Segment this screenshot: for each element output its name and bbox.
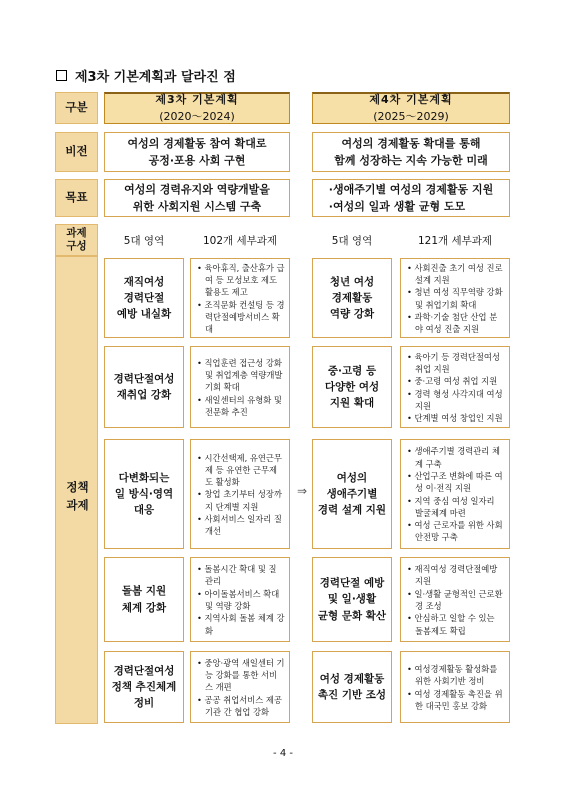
plan3-vision: 여성의 경제활동 참여 확대로 공정·포용 사회 구현 (104, 132, 290, 172)
label-composition: 과제 구성 (55, 224, 98, 256)
plan4-title: 제4차 기본계획 (369, 93, 453, 106)
plan4-area-tasks (400, 651, 510, 723)
task-item: • 재직여성 경력단절예방 지원 (407, 563, 505, 588)
plan4-header (312, 92, 510, 124)
plan3-area-name: 돌봄 지원 체계 강화 (104, 557, 184, 642)
plan3-area-name: 경력단절여성 재취업 강화 (104, 346, 184, 428)
task-item: • 육아기 등 경력단절여성 취업 지원 (407, 351, 505, 376)
task-item: • 사회서비스 일자리 질 개선 (197, 513, 285, 538)
label-policy: 정책 과제 (66, 480, 89, 512)
plan4-area-tasks (400, 346, 510, 428)
task-item: • 중앙·광역 새일센터 기능 강화를 통한 서비스 개편 (197, 657, 285, 694)
task-item: • 단계별 여성 창업인 지원 (407, 412, 505, 424)
task-item: • 경력 형성 사각지대 여성 지원 (407, 388, 505, 413)
transition-arrow: ⇒ (296, 484, 308, 498)
plan4-period: (2025～2029) (373, 109, 449, 123)
plan4-area-name: 경력단절 예방 및 일·생활 균형 문화 확산 (312, 557, 392, 642)
checkbox-square-icon (56, 70, 67, 81)
task-item: • 일·생활 균형적인 근로환경 조성 (407, 588, 505, 613)
task-item: • 조직문화 컨설팅 등 경력단절예방서비스 확대 (197, 299, 285, 336)
task-item: • 중·고령 여성 취업 지원 (407, 375, 505, 387)
plan4-area-tasks (400, 258, 510, 338)
task-item: • 시간선택제, 유연근무제 등 유연한 근무제도 활성화 (197, 452, 285, 489)
task-item: • 여성 근로자를 위한 사회안전망 구축 (407, 519, 505, 544)
page-number: - 4 - (273, 748, 293, 759)
task-item: • 육아휴직, 출산휴가 급여 등 모성보호 제도 활용도 제고 (197, 262, 285, 299)
task-item: • 여성경제활동 활성화를 위한 사회기반 정비 (407, 663, 505, 688)
plan3-goal: 여성의 경력유지와 역량개발을 위한 사회지원 시스템 구축 (104, 179, 290, 217)
plan3-area-name: 다변화되는 일 방식·영역 대응 (104, 439, 184, 549)
task-item: • 산업구조 변화에 따른 여성 이·전직 지원 (407, 470, 505, 495)
plan3-area-count: 5대 영역 (104, 224, 184, 256)
plan4-goal: ·생애주기별 여성의 경제활동 지원 ·여성의 일과 생활 균형 도모 (312, 179, 510, 217)
task-item: • 지역사회 돌봄 체계 강화 (197, 612, 285, 637)
plan4-area-tasks (400, 557, 510, 642)
plan3-area-tasks (190, 258, 290, 338)
label-gubun: 구분 (55, 92, 98, 124)
task-item: • 돌봄시간 확대 및 질 관리 (197, 563, 285, 588)
task-item: • 사회진출 초기 여성 진로 설계 지원 (407, 262, 505, 287)
plan3-period: (2020～2024) (159, 109, 235, 123)
section-heading (56, 66, 236, 85)
plan3-task-count: 102개 세부과제 (190, 224, 290, 256)
section-heading-text: 제3차 기본계획과 달라진 점 (75, 70, 236, 85)
plan4-vision: 여성의 경제활동 확대를 통해 함께 성장하는 지속 가능한 미래 (312, 132, 510, 172)
task-item: • 안심하고 일할 수 있는 돌봄제도 확립 (407, 612, 505, 637)
label-vision: 비전 (55, 132, 98, 172)
task-item: • 생애주기별 경력관리 체계 구축 (407, 445, 505, 470)
label-policy-bg (55, 256, 98, 724)
task-item: • 아이돌봄서비스 확대 및 역량 강화 (197, 588, 285, 613)
task-item: • 직업훈련 접근성 강화 및 취업계층 역량개발 기회 확대 (197, 357, 285, 394)
plan4-area-count: 5대 영역 (312, 224, 392, 256)
plan3-area-tasks (190, 439, 290, 549)
plan4-task-count: 121개 세부과제 (400, 224, 510, 256)
plan3-area-name: 경력단절여성 정책 추진체계 정비 (104, 651, 184, 723)
task-item: • 과학·기술 첨단 산업 분야 여성 진출 지원 (407, 311, 505, 336)
plan3-area-tasks (190, 346, 290, 428)
plan4-area-name: 중·고령 등 다양한 여성 지원 확대 (312, 346, 392, 428)
plan3-area-tasks (190, 651, 290, 723)
task-item: • 창업 초기부터 성장까지 단계별 지원 (197, 488, 285, 513)
task-item: • 여성 경제활동 촉진을 위한 대국민 홍보 강화 (407, 688, 505, 713)
task-item: • 공공 취업서비스 제공기관 간 협업 강화 (197, 694, 285, 719)
label-goal: 목표 (55, 179, 98, 217)
plan3-area-tasks (190, 557, 290, 642)
plan4-area-name: 여성의 생애주기별 경력 설계 지원 (312, 439, 392, 549)
plan4-area-name: 청년 여성 경제활동 역량 강화 (312, 258, 392, 338)
task-item: • 새일센터의 유형화 및 전문화 추진 (197, 394, 285, 419)
plan3-header (104, 92, 290, 124)
task-item: • 청년 여성 직무역량 강화 및 취업기회 확대 (407, 286, 505, 311)
task-item: • 지역 중심 여성 일자리 발굴체계 마련 (407, 495, 505, 520)
plan3-title: 제3차 기본계획 (155, 93, 239, 106)
plan4-area-name: 여성 경제활동 촉진 기반 조성 (312, 651, 392, 723)
plan4-area-tasks (400, 439, 510, 549)
plan3-area-name: 재직여성 경력단절 예방 내실화 (104, 258, 184, 338)
